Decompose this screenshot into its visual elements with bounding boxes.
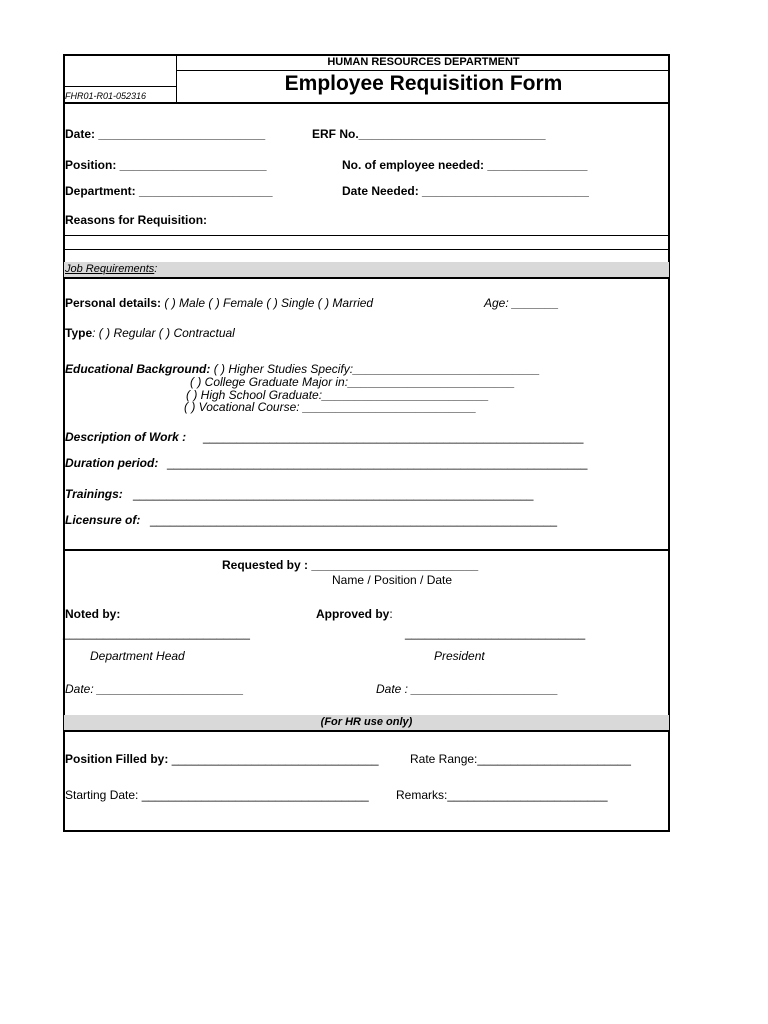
personal-details-row: Personal details: ( ) Male ( ) Female ( ) Single ( ) Married [65, 296, 374, 310]
approved-by-label: Approved by: [316, 607, 393, 621]
description-label: Description of Work : [65, 430, 187, 444]
department-field[interactable]: Department: ____________________ [65, 184, 273, 198]
job-requirements-rule [63, 277, 670, 279]
starting-date-field[interactable]: Starting Date: __________________________________ [65, 788, 369, 802]
reasons-line-1[interactable] [63, 235, 670, 236]
department-head-caption: Department Head [90, 649, 185, 663]
date-field[interactable]: Date: _________________________ [65, 127, 266, 141]
erf-number-field[interactable]: ERF No.____________________________ [312, 127, 546, 141]
requested-by-field[interactable]: Requested by : _________________________ [222, 558, 479, 572]
trainings-line[interactable]: ____________________________________________________________ [133, 487, 534, 501]
duration-label: Duration period: [65, 456, 159, 470]
rate-range-field[interactable]: Rate Range:_______________________ [410, 752, 631, 766]
vocational-option[interactable]: ( ) Vocational Course: __________________________ [184, 400, 477, 414]
college-graduate-option[interactable]: ( ) College Graduate Major in:_________________________ [190, 375, 515, 389]
type-row: Type: ( ) Regular ( ) Contractual [65, 326, 235, 340]
hr-use-heading: (For HR use only) [320, 716, 413, 728]
licensure-line[interactable]: _____________________________________________________________ [150, 513, 558, 527]
licensure-label: Licensure of: [65, 513, 141, 527]
duration-line[interactable]: _______________________________________________________________ [167, 456, 588, 470]
code-box-divider [63, 86, 177, 87]
header-divider [177, 70, 670, 71]
header-bottom-rule [63, 102, 670, 104]
noted-signature-line[interactable]: ____________________________ [63, 626, 250, 640]
approved-signature-line[interactable]: ___________________________ [405, 626, 586, 640]
trainings-label: Trainings: [65, 487, 123, 501]
position-field[interactable]: Position: ______________________ [65, 158, 267, 172]
position-filled-field[interactable]: Position Filled by: _______________________________ [65, 752, 379, 766]
employees-needed-field[interactable]: No. of employee needed: _______________ [342, 158, 588, 172]
date-needed-field[interactable]: Date Needed: _________________________ [342, 184, 589, 198]
approval-divider [63, 549, 670, 551]
reasons-label: Reasons for Requisition: [65, 213, 208, 227]
education-row: Educational Background: ( ) Higher Studies Specify:____________________________ [65, 362, 540, 376]
noted-date-field[interactable]: Date: ______________________ [65, 682, 244, 696]
hr-use-rule [63, 730, 670, 732]
reasons-line-2[interactable] [63, 249, 670, 250]
remarks-field[interactable]: Remarks:________________________ [396, 788, 608, 802]
form-code: FHR01-R01-052316 [65, 91, 147, 101]
high-school-option[interactable]: ( ) High School Graduate:_________________________ [186, 388, 489, 402]
president-caption: President [434, 649, 485, 663]
noted-by-label: Noted by: [65, 607, 121, 621]
job-requirements-heading: Job Requirements: [65, 263, 158, 275]
requested-caption: Name / Position / Date [332, 573, 453, 587]
department-heading: HUMAN RESOURCES DEPARTMENT [327, 56, 520, 68]
approved-date-field[interactable]: Date : ______________________ [376, 682, 559, 696]
age-field[interactable]: Age: _______ [484, 296, 559, 310]
form-title: Employee Requisition Form [284, 72, 563, 95]
description-line[interactable]: _________________________________________________________ [203, 430, 584, 444]
